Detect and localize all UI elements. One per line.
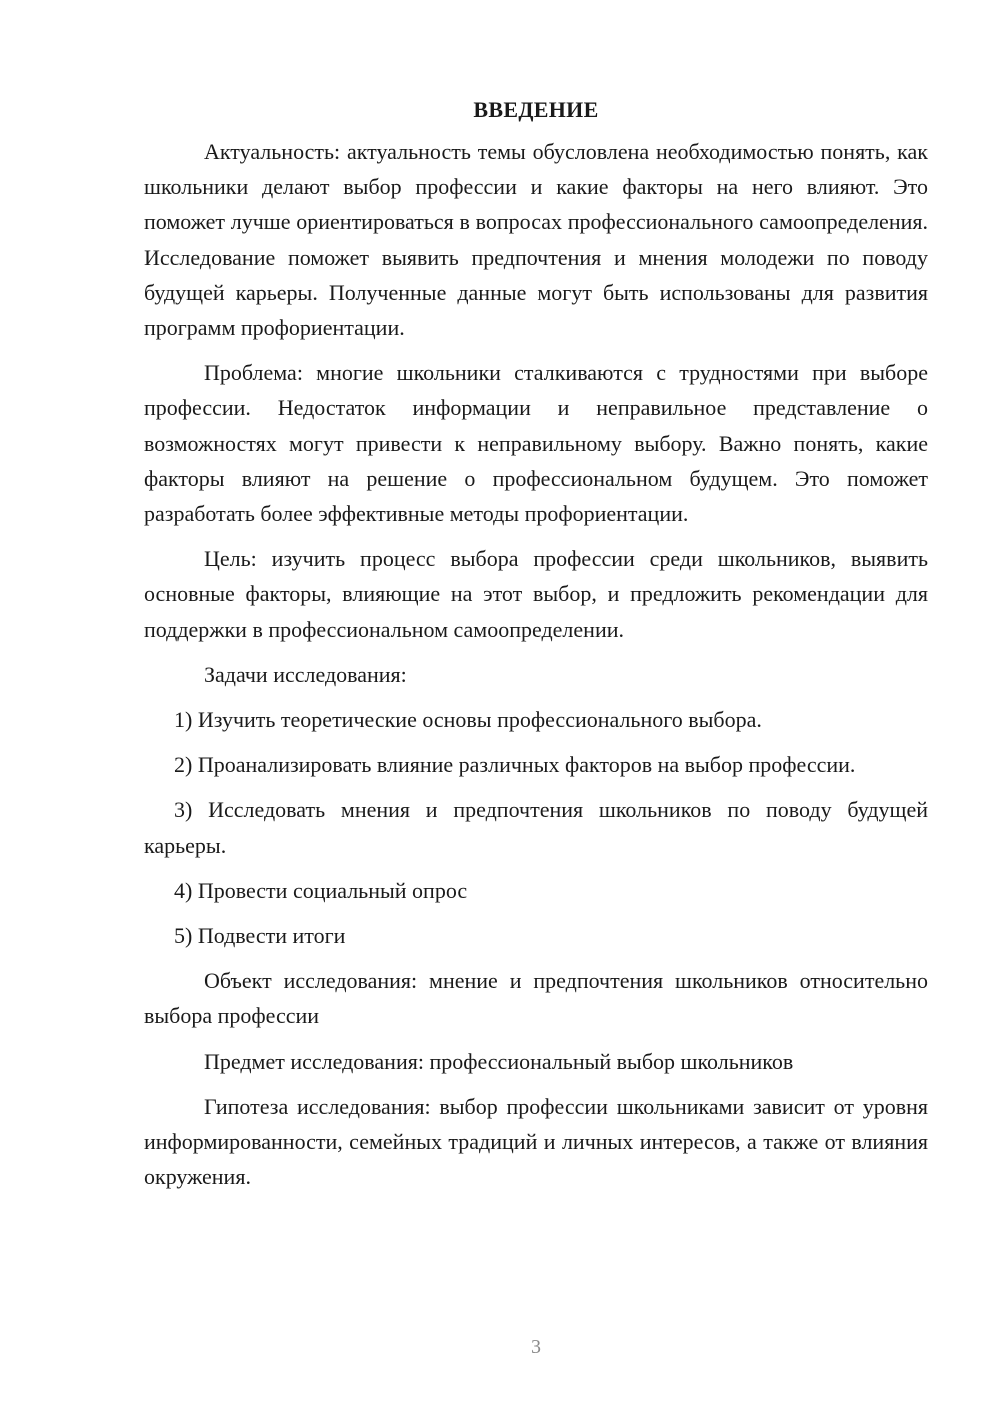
task-item-5: 5) Подвести итоги <box>174 923 346 949</box>
page-content <box>144 94 928 1204</box>
paragraph-hypothesis: Гипотеза исследования: выбор профессии школьниками зависит от уровня информированности, семейных традиций и личных интересов, а также от влияния окружения. <box>144 1093 928 1190</box>
paragraph-relevance: Актуальность: актуальность темы обусловлена необходимостью понять, как школьники делают выбор профессии и какие факторы на него влияют. Это поможет лучше ориентироваться в вопросах профессионального самоопределения. Исследование поможет выявить предпочтения и мнения молодежи по поводу будущей карьеры. Полученные данные могут быть использованы для развития программ профориентации. <box>144 139 928 341</box>
paragraph-subject: Предмет исследования: профессиональный выбор школьников <box>204 1048 794 1074</box>
paragraph-object: Объект исследования: мнение и предпочтения школьников относительно выбора профессии <box>144 968 928 1029</box>
task-item-4: 4) Провести социальный опрос <box>174 877 468 903</box>
task-item-2: 2) Проанализировать влияние различных факторов на выбор профессии. <box>174 752 856 778</box>
task-item-1: 1) Изучить теоретические основы профессионального выбора. <box>174 707 762 733</box>
paragraph-problem: Проблема: многие школьники сталкиваются с трудностями при выборе профессии. Недостаток информации и неправильное представление о возможностях могут привести к неправильному выбору. Важно понять, какие факторы влияют на решение о профессиональном будущем. Это поможет разработать более эффективные методы профориентации. <box>144 360 928 527</box>
page-number: 3 <box>531 1336 541 1358</box>
paragraph-goal: Цель: изучить процесс выбора профессии среди школьников, выявить основные факторы, влияющие на этот выбор, и предложить рекомендации для поддержки в профессиональном самоопределении. <box>144 546 928 642</box>
page-title: ВВЕДЕНИЕ <box>473 97 599 122</box>
task-item-3: 3) Исследовать мнения и предпочтения школьников по поводу будущей карьеры. <box>144 797 928 858</box>
paragraph-tasks-heading: Задачи исследования: <box>204 661 407 687</box>
